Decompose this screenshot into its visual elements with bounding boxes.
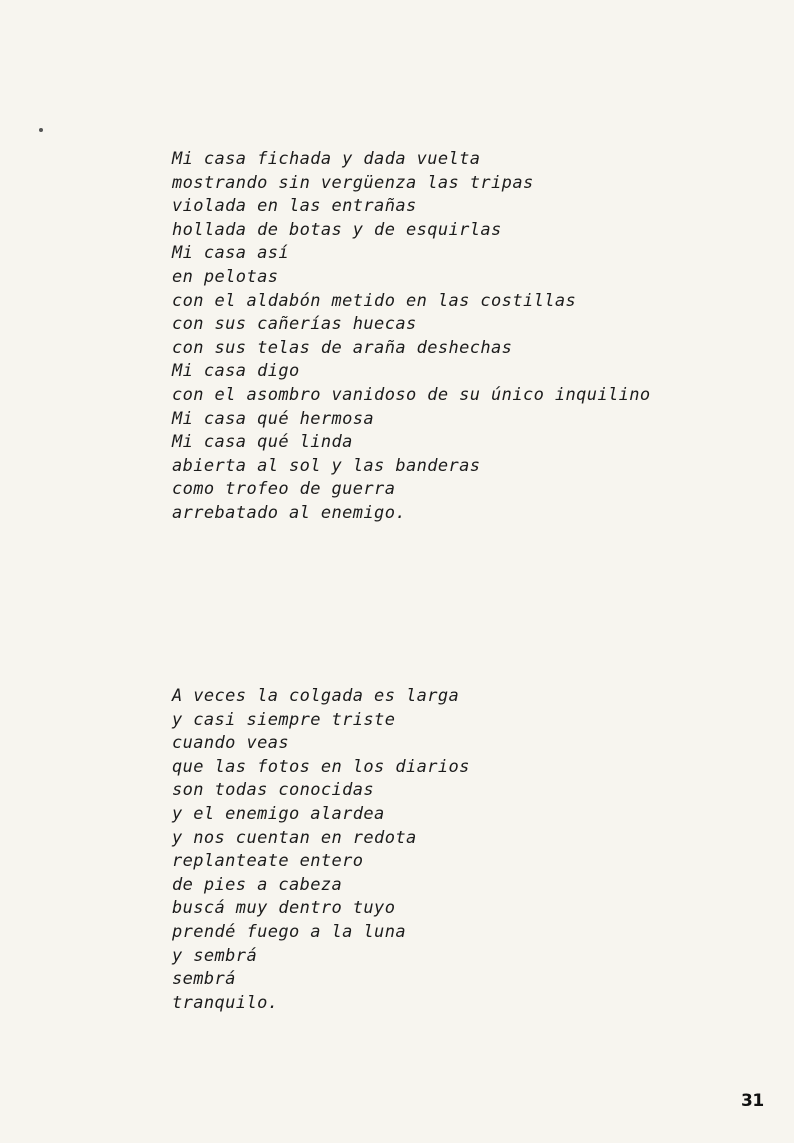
poem-line: de pies a cabeza <box>172 874 343 895</box>
poem-line: con sus cañerías huecas <box>172 314 417 335</box>
poem-line: A veces la colgada es larga <box>172 686 460 706</box>
poem-line: prendé fuego a la luna <box>172 921 406 942</box>
poem-line: cuando veas <box>172 733 289 754</box>
poem-line: Mi casa digo <box>172 361 300 382</box>
poem-line: Mi casa qué linda <box>172 432 353 453</box>
poem-line: tranquilo. <box>172 992 279 1013</box>
poem-line: arrebatado al enemigo. <box>172 502 406 523</box>
poem-line: como trofeo de guerra <box>172 479 396 500</box>
poem-line: Mi casa qué hermosa <box>172 408 375 429</box>
poem-line: con el aldabón metido en las costillas <box>172 290 577 311</box>
poem-line: mostrando sin vergüenza las tripas <box>172 172 534 193</box>
poem-line: en pelotas <box>172 266 279 287</box>
page-number: 31 <box>741 1091 764 1111</box>
poem-line: son todas conocidas <box>172 780 375 801</box>
poem-line: y casi siempre triste <box>172 709 396 730</box>
stanza-2 <box>172 685 470 1015</box>
poem-line: y nos cuentan en redota <box>172 827 417 848</box>
poem-line: replanteate entero <box>172 851 364 872</box>
stanza-1 <box>172 148 651 526</box>
poem-line: que las fotos en los diarios <box>172 756 470 777</box>
poem-line: Mi casa fichada y dada vuelta <box>172 149 481 169</box>
poem-line: violada en las entrañas <box>172 196 417 217</box>
poem-line: y sembrá <box>172 945 258 966</box>
margin-mark <box>39 128 43 132</box>
poem-line: y el enemigo alardea <box>172 803 385 824</box>
poem-line: Mi casa así <box>172 243 289 264</box>
poem-line: sembrá <box>172 969 236 990</box>
poem-line: con el asombro vanidoso de su único inquilino <box>172 384 651 405</box>
poem-line: abierta al sol y las banderas <box>172 455 481 476</box>
poem-line: hollada de botas y de esquirlas <box>172 219 502 240</box>
poem-line: buscá muy dentro tuyo <box>172 898 396 919</box>
poem-line: con sus telas de araña deshechas <box>172 337 513 358</box>
